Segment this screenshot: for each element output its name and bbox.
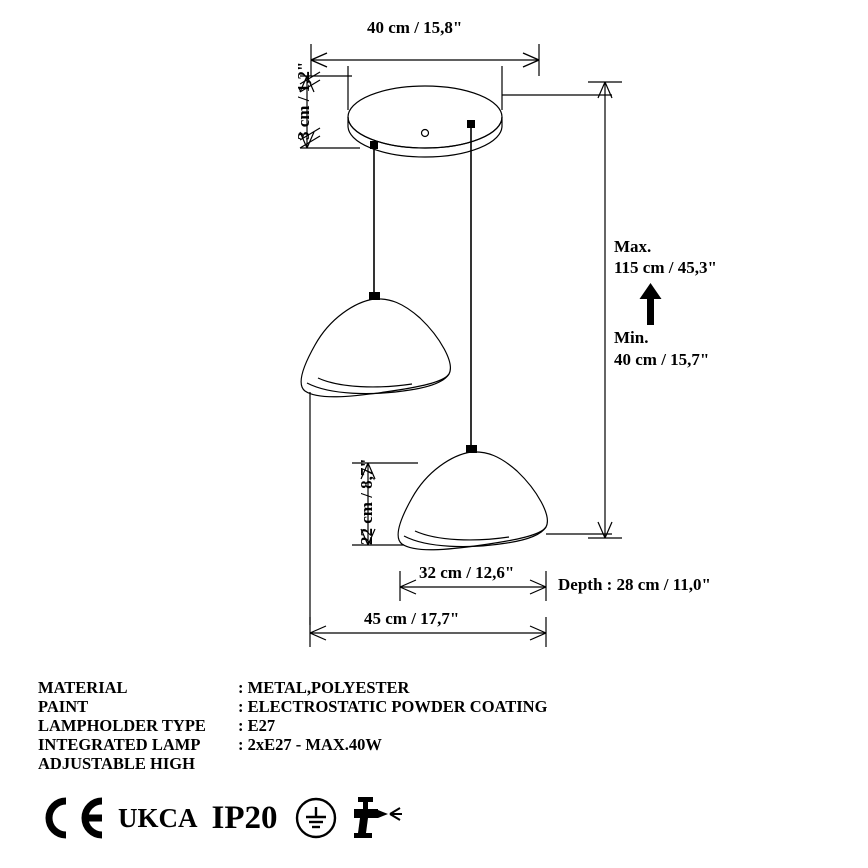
spec-value: : METAL,POLYESTER [238, 678, 410, 697]
spec-row-adjustable-high [38, 754, 547, 773]
min-height-title: Min. [614, 328, 649, 347]
ukca-mark-icon [118, 802, 198, 833]
ip-rating-label: IP20 [211, 799, 278, 836]
spec-row-material [38, 678, 547, 697]
height-range-dimension [588, 82, 622, 538]
spec-key: ADJUSTABLE HIGH [38, 754, 195, 773]
canopy-width-label: 40 cm / 15,8" [367, 18, 463, 37]
spec-key: LAMPHOLDER TYPE [38, 716, 206, 735]
shade-width-label: 32 cm / 12,6" [419, 563, 515, 582]
ce-mark-icon [36, 797, 106, 839]
spec-value: : ELECTROSTATIC POWDER COATING [238, 697, 548, 716]
ukca-top-text: UKCA [118, 802, 198, 833]
spec-key: INTEGRATED LAMP [38, 735, 201, 754]
canopy-width-dimension [311, 44, 539, 76]
max-height-value: 115 cm / 45,3" [614, 258, 717, 277]
canopy-height-label: 3 cm / 1,2" [294, 61, 313, 140]
specification-table [38, 678, 547, 773]
spec-key: MATERIAL [38, 678, 128, 697]
lower-lamp-shade [398, 445, 547, 550]
max-height-title: Max. [614, 237, 652, 256]
depth-label: Depth : 28 cm / 11,0" [558, 575, 711, 594]
spec-row-paint [38, 697, 547, 716]
spec-value: : 2xE27 - MAX.40W [238, 735, 382, 754]
earth-ground-icon [294, 796, 338, 840]
spec-row-lampholder-type [38, 716, 547, 735]
min-height-value: 40 cm / 15,7" [614, 350, 710, 369]
adjustable-up-arrow [640, 283, 662, 325]
upper-lamp-shade [301, 292, 450, 397]
suspension-cables [370, 120, 475, 450]
spray-gun-icon [352, 795, 408, 841]
spec-row-integrated-lamp [38, 735, 547, 754]
certification-row [36, 795, 408, 841]
shade-height-label: 22 cm / 8,7" [357, 458, 376, 545]
spec-key: PAINT [38, 697, 89, 716]
spec-value: : E27 [238, 716, 276, 735]
overall-width-label: 45 cm / 17,7" [364, 609, 460, 628]
